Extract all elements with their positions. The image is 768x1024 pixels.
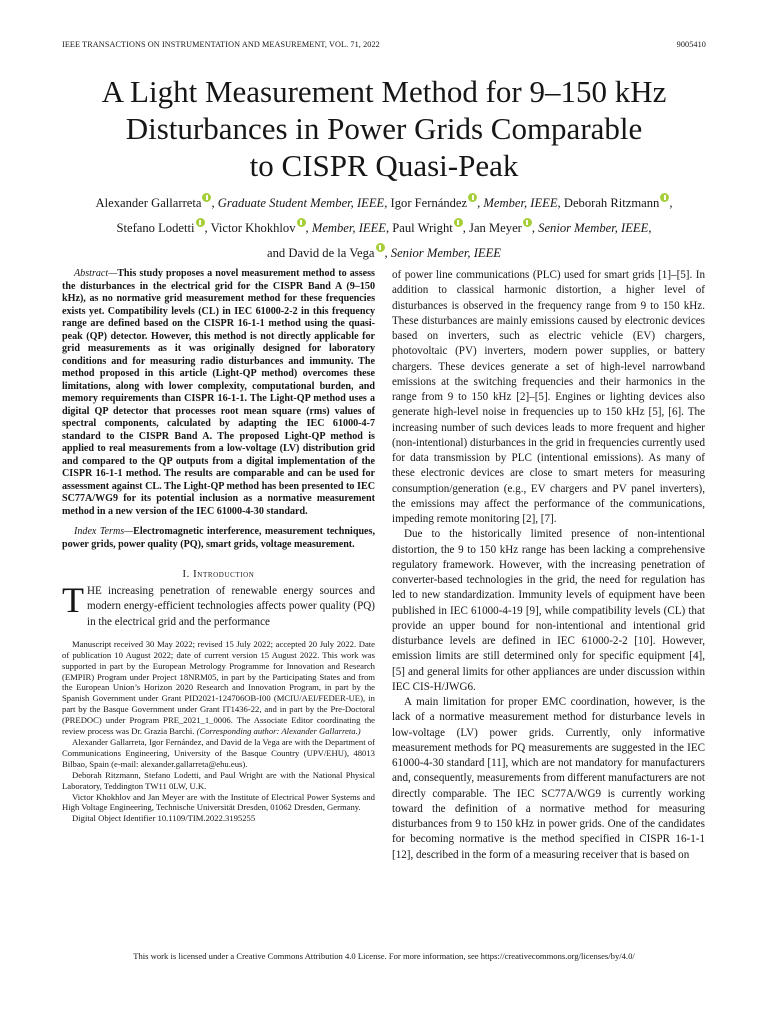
orcid-icon[interactable] xyxy=(376,243,385,252)
orcid-icon[interactable] xyxy=(660,193,669,202)
orcid-icon[interactable] xyxy=(196,218,205,227)
abstract xyxy=(62,268,375,518)
footnote-affiliation-3: Victor Khokhlov and Jan Meyer are with the Institute of Electrical Power Systems and High Voltage Engineering, Technische Universität Dresden, 01062 Dresden, Germany. xyxy=(62,791,375,813)
intro-lead: HE xyxy=(87,585,102,598)
index-terms xyxy=(62,526,375,551)
right-column xyxy=(392,268,705,863)
author-role: Member, IEEE xyxy=(483,196,558,210)
author-role: Graduate Student Member, IEEE xyxy=(217,196,385,210)
author-name: Paul Wright xyxy=(392,221,453,235)
title-line-3: to CISPR Quasi-Peak xyxy=(249,148,519,183)
author-name: and David de la Vega xyxy=(267,246,375,260)
author-line-1: Alexander Gallarreta , Graduate Student Member, IEEE, Igor Fernández , Member, IEEE, Deborah Ritzmann , xyxy=(50,191,718,216)
article-number: 9005410 xyxy=(676,40,706,49)
intro-text: increasing penetration of renewable energy sources and modern energy-efficient technologies affects power quality (PQ) in the electrical grid and the performance xyxy=(87,585,375,628)
author-name: Igor Fernández xyxy=(390,196,468,210)
index-terms-text: Electromagnetic interference, measurement techniques, power grids, power quality (PQ), smart grids, voltage measurement. xyxy=(62,526,375,550)
author-name: Jan Meyer xyxy=(469,221,522,235)
author-name: Deborah Ritzmann xyxy=(563,196,660,210)
footnote-affiliation-1: Alexander Gallarreta, Igor Fernández, and David de la Vega are with the Department of Communications Engineering, University of the Basque Country (UPV/EHU), 48013 Bilbao, Spain (e-mail: alexander.gallarreta@ehu.eus). xyxy=(62,737,375,769)
title-line-1: A Light Measurement Method for 9–150 kHz xyxy=(101,74,667,109)
author-line-2: Stefano Lodetti , Victor Khokhlov , Member, IEEE, Paul Wright , Jan Meyer , Senior Member, IEEE, xyxy=(50,216,718,241)
drop-cap: T xyxy=(62,580,84,621)
footnotes xyxy=(62,639,375,824)
orcid-icon[interactable] xyxy=(297,218,306,227)
body-paragraph: of power line communications (PLC) used for smart grids [1]–[5]. In addition to classical harmonic distortion, a higher level of disturbances is observed in the frequency range from 9 to 150 kHz. These disturbances are mainly emissions caused by electronic devices based on inverters, such as electric vehicle (EV) chargers, photovoltaic (PV) inverters, modern power supplies, or battery chargers. These devices generate a set of high-level narrowband emissions at the switching frequencies and their harmonics in the range from 9 to 150 kHz [2]–[5]. Engines or lighting devices also generate high-level noise in frequencies up to 150 kHz [5], [6]. The increasing number of such devices leads to more frequent and higher (non-intentional) disturbances in the grid in frequencies currently used for data transmission by PLC (intentional emissions). As many of these electronic devices are close to smart meters for measuring consumption/generation (e.g., EV chargers and PV panel inverters), the emissions may affect the performance of the communications, impeding remote monitoring [2], [7]. xyxy=(392,269,705,525)
intro-paragraph xyxy=(62,580,375,630)
author-role: Senior Member, IEEE xyxy=(538,221,649,235)
author-line-3: and David de la Vega , Senior Member, IEEE xyxy=(50,241,718,266)
author-name: Alexander Gallarreta xyxy=(95,196,202,210)
index-terms-label: Index Terms— xyxy=(74,526,134,537)
author-role: Member, IEEE xyxy=(311,221,386,235)
author-name: Stefano Lodetti xyxy=(116,221,195,235)
author-name: Victor Khokhlov xyxy=(210,221,296,235)
footnote-affiliation-2: Deborah Ritzmann, Stefano Lodetti, and Paul Wright are with the National Physical Laboratory, Teddington TW11 0LW, U.K. xyxy=(62,769,375,791)
body-paragraph: A main limitation for proper EMC coordination, however, is the lack of a normative measurement method for disturbance levels in low-voltage (LV) power grids. Currently, only informative measurement methods for PQ measurements are suggested in the IEC 61000-4-30 standard [11], which are not mandatory for manufacturers and, consequently, measurements from different manufacturers are not directly comparable. The IEC SC77A/WG9 is currently working toward the definition of a normative method for measuring disturbances from 9 to 150 kHz in power grids. One of the candidates for becoming normative is the method specified in CISPR 16-1-1 [12], described in the form of a measuring receiver that is based on xyxy=(392,696,705,861)
author-list xyxy=(50,191,718,266)
author-role: Senior Member, IEEE xyxy=(390,246,501,260)
doi[interactable]: Digital Object Identifier 10.1109/TIM.2022.3195255 xyxy=(72,813,256,824)
license-footer: This work is licensed under a Creative Commons Attribution 4.0 License. For more information, see https://creativecommons.org/licenses/by/4.0/ xyxy=(133,951,635,961)
abstract-text: This study proposes a novel measurement method to assess the disturbances in the electrical grid for the CISPR Band A (9–150 kHz), as no normative grid measurement method for these frequencies exists yet. Compatibility levels (CL) in IEC 61000-2-2 in this frequency range are defined based on the CISPR 16-1-1 method using the quasi-peak (QP) detector. However, this method is not directly applicable for grid measurements as it was originally designed for laboratory conditions and for measuring radio disturbances and immunity. The method proposed in this article (Light-QP method) overcomes these limitations, along with lower complexity, computational burden, and memory requirements than CISPR 16-1-1. The Light-QP method uses a digital QP detector that processes root mean square (rms) values of spectral components, calculated by adapting the IEC 61000-4-7 standard to the CISPR Band A. The proposed Light-QP method is applied to real measurements from a low-voltage (LV) distribution grid and compared to the QP outputs from a digital implementation of the CISPR 16-1-1 method. The results are comparable and can be used for assessment against CL. The Light-QP method has been presented to IEC SC77A/WG9 for its potential inclusion as a normative measurement method in a new version of the IEC 61000-4-30 standard. xyxy=(62,268,375,517)
abstract-label: Abstract— xyxy=(74,268,118,279)
paper-title xyxy=(40,73,728,184)
orcid-icon[interactable] xyxy=(454,218,463,227)
left-column xyxy=(62,268,375,824)
section-heading: I. Introduction xyxy=(182,569,255,580)
running-head xyxy=(62,40,706,49)
orcid-icon[interactable] xyxy=(468,193,477,202)
footnote-manuscript-text: Manuscript received 30 May 2022; revised 15 July 2022; accepted 20 July 2022. Date of publication 10 August 2022; date of current version 15 August 2022. This work was supported in part by the European Metrology Programme for Innovation and Research (EMPIR) Program under Project 18NRM05, in part by the Participating States and from the European Union’s Horizon 2020 Research and Innovation Program, in part by the Spanish Government under Grant PID2021-124706OB-I00 (MCIU/AEI/FEDER-UE), in part by the Basque Government under Grant IT1436-22, and in part by the Pre-Doctoral (PREDOC) under Program PRE_2021_1_0006. The Associate Editor coordinating the review process was Dr. Grazia Barchi. xyxy=(62,638,375,737)
body-paragraph: Due to the historically limited presence of non-intentional distortion, the 9 to 150 kHz range has been lacking a comprehensive regulatory framework. However, with the increasing penetration of converter-based technologies in the grid, the need for regulation has led to new standardization. Immunity levels of equipment have been published in IEC 61000-4-19 [9], while compatibility levels (CL) that provide an upper bound for non-intentional and intentional grid disturbance levels are defined in IEC 61000-2-2 [10]. However, emission limits are still determined only for specific equipment [4], [5] and general limits for other appliances are under discussion within IEC CIS-H/JWG6. xyxy=(392,528,705,693)
orcid-icon[interactable] xyxy=(202,193,211,202)
journal-name: IEEE TRANSACTIONS ON INSTRUMENTATION AND MEASUREMENT, VOL. 71, 2022 xyxy=(62,40,380,49)
orcid-icon[interactable] xyxy=(523,218,532,227)
footnote-manuscript xyxy=(62,639,375,737)
corresponding-author: (Corresponding author: Alexander Gallarreta.) xyxy=(196,726,361,737)
title-line-2: Disturbances in Power Grids Comparable xyxy=(125,111,643,146)
